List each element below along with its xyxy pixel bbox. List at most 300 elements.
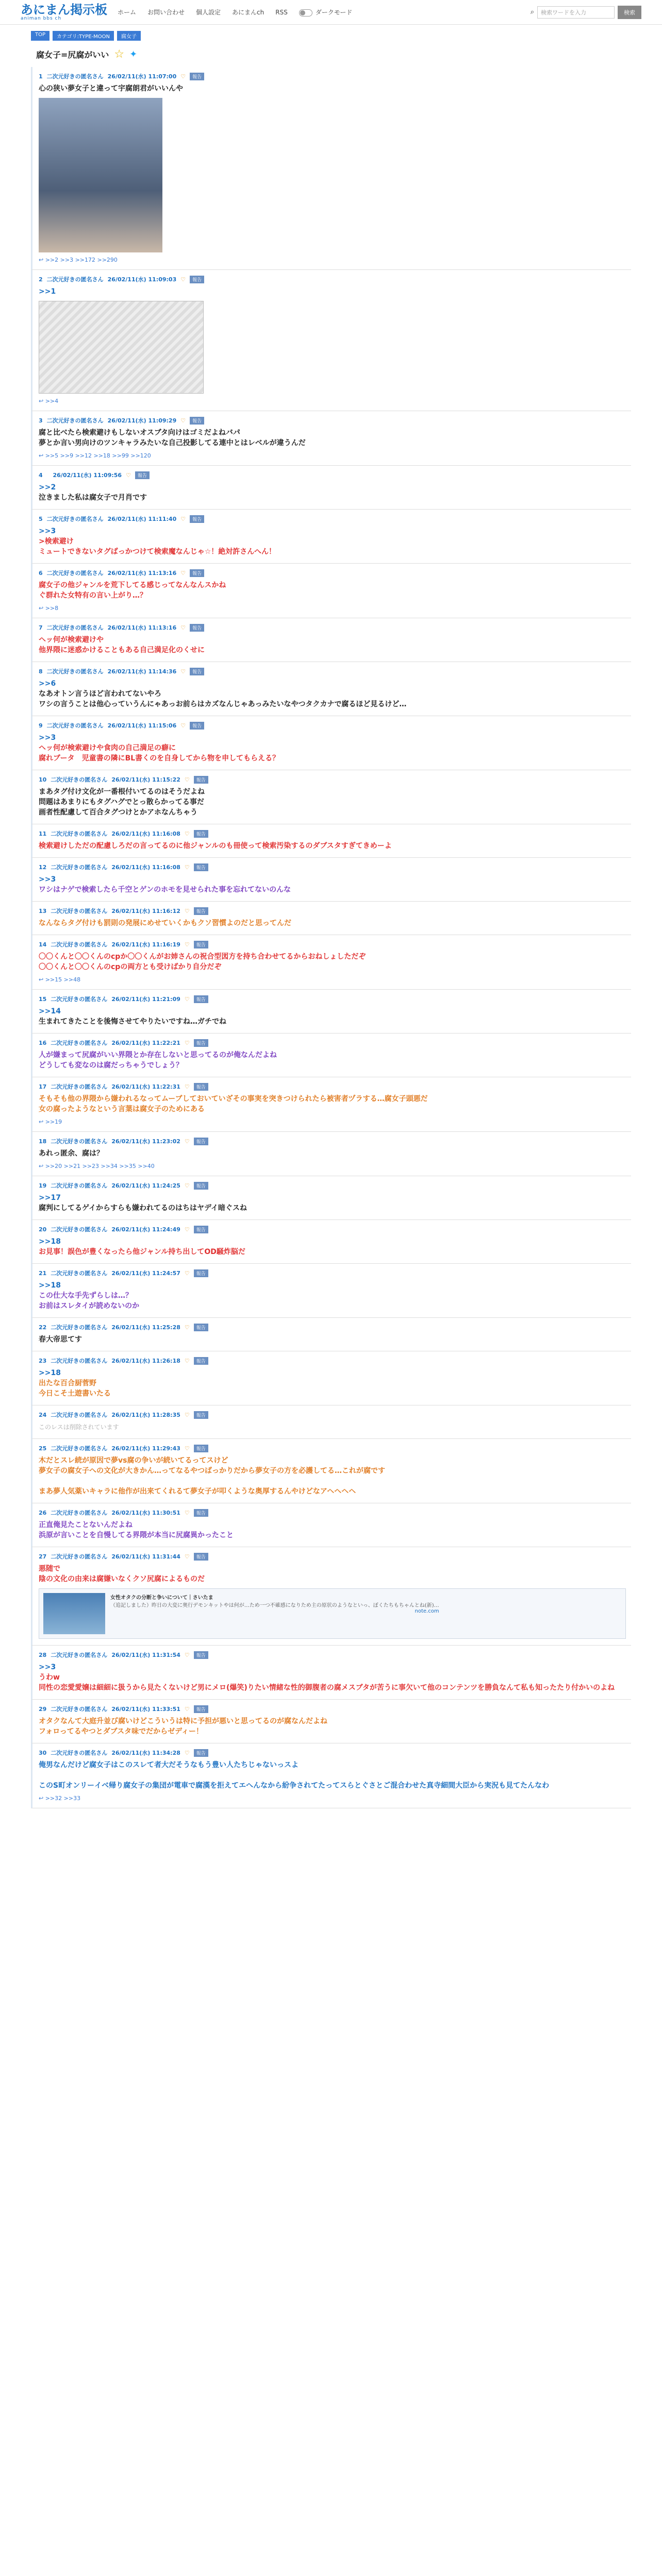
post-line: なあオトン言うほど言われてないやろ <box>39 690 161 698</box>
post-header <box>39 275 626 283</box>
post <box>31 662 631 716</box>
like-icon[interactable]: ♡ <box>180 276 186 283</box>
poster-name: 二次元好きの匿名さん <box>51 776 108 783</box>
post-date: 26/02/11(水) 11:21:09 <box>111 996 180 1003</box>
post-number[interactable]: 26 <box>39 1509 47 1516</box>
post-line: ワシはナゲで検索したら千空とゲンのホモを見せられた事を忘れてないのんな <box>39 886 291 894</box>
post-header <box>39 829 626 838</box>
post-date: 26/02/11(水) 11:22:21 <box>111 1040 180 1046</box>
poster-name: 二次元好きの匿名さん <box>51 1652 108 1658</box>
post-line: >>3 <box>39 1663 56 1671</box>
like-icon[interactable]: ♡ <box>184 776 190 783</box>
post <box>31 1351 631 1405</box>
post-line: この仕大な手先ずらしは…？ <box>39 1292 133 1300</box>
like-icon[interactable]: ♡ <box>184 863 190 871</box>
post <box>31 990 631 1033</box>
delete-request-button[interactable]: 報告 <box>194 1226 208 1233</box>
post-line: 春大帝思てす <box>39 1335 82 1344</box>
post-line: 〇〇くんと〇〇くんのcpの両方とも受けばかり自分だぞ <box>39 963 222 971</box>
post-header <box>39 1181 626 1190</box>
reply-icon: ↩ <box>39 257 45 263</box>
poster-name: 二次元好きの匿名さん <box>51 941 108 948</box>
delete-request-button[interactable]: 報告 <box>135 471 150 479</box>
like-icon[interactable]: ♡ <box>184 1705 190 1713</box>
post-line: そもそも他の界隈から嫌われるなってムーブしておいていざその事実を突きつけられたら被害者ヅラする…腐女子頭悪だ <box>39 1095 428 1103</box>
post-line: 問題はあまりにもタグハグでとっ散らかってる事だ <box>39 798 204 806</box>
post <box>31 510 631 564</box>
post <box>31 270 631 411</box>
post-number[interactable]: 19 <box>39 1182 47 1189</box>
like-icon[interactable]: ♡ <box>180 73 186 80</box>
like-icon[interactable]: ♡ <box>184 1509 190 1516</box>
reply-anchors[interactable]: >>19 <box>45 1118 62 1125</box>
reply-anchors[interactable]: >>32 >>33 <box>45 1795 81 1802</box>
post-date: 26/02/11(水) 11:23:02 <box>111 1138 180 1145</box>
post <box>31 1547 631 1646</box>
post-number[interactable]: 2 <box>39 276 43 283</box>
post-header <box>39 416 626 425</box>
delete-request-button[interactable]: 報告 <box>194 1324 208 1331</box>
post-line: どうしても変なのは腐だっちゃうでしょう？ <box>39 1061 183 1070</box>
reply-icon: ↩ <box>39 398 45 404</box>
post-line: まあタグ付け文化が一番根付いてるのはそうだよね <box>39 788 205 796</box>
dark-mode-toggle[interactable] <box>299 8 353 16</box>
post-header <box>39 72 626 80</box>
post-date: 26/02/11(水) 11:26:18 <box>111 1358 180 1364</box>
reply-links[interactable] <box>39 452 626 459</box>
post-header <box>39 515 626 523</box>
reply-links[interactable] <box>39 257 626 263</box>
post-number[interactable]: 15 <box>39 995 47 1003</box>
like-icon[interactable]: ♡ <box>180 417 186 424</box>
post-line: 夢女子の腐女子への文化が大きかん…ってなるやつばっかりだから夢女子の方を必護してる…これが腐です <box>39 1467 385 1475</box>
post-line: >>3 <box>39 734 56 742</box>
twitter-share-icon[interactable]: ✦ <box>129 49 138 60</box>
delete-request-button[interactable]: 報告 <box>194 1411 208 1419</box>
poster-name: 二次元好きの匿名さん <box>51 1226 108 1233</box>
delete-request-button[interactable]: 報告 <box>194 907 208 915</box>
delete-request-button[interactable]: 報告 <box>194 1445 208 1452</box>
post-header <box>39 1651 626 1659</box>
reply-anchors[interactable]: >>5 >>9 >>12 >>18 >>99 >>120 <box>45 452 151 459</box>
post <box>31 1318 631 1351</box>
site-logo[interactable] <box>21 4 107 21</box>
reply-anchors[interactable]: >>15 >>48 <box>45 976 81 983</box>
like-icon[interactable]: ♡ <box>180 515 186 522</box>
post-number[interactable]: 8 <box>39 668 43 675</box>
post-number[interactable]: 9 <box>39 722 43 729</box>
post-date: 26/02/11(水) 11:16:08 <box>111 831 180 837</box>
post-number[interactable]: 4 <box>39 471 43 479</box>
post-date: 26/02/11(水) 11:25:28 <box>111 1324 180 1331</box>
post <box>31 716 631 770</box>
post-number[interactable]: 18 <box>39 1138 47 1145</box>
delete-request-button[interactable]: 報告 <box>194 941 208 948</box>
post-number[interactable]: 30 <box>39 1749 47 1756</box>
post-number[interactable]: 23 <box>39 1357 47 1364</box>
post-line: 人が嫌まって尻腐がいい界隈とか存在しないと思ってるのが俺なんだよね <box>39 1051 277 1059</box>
like-icon[interactable]: ♡ <box>184 1749 190 1756</box>
post-line: >>18 <box>39 1369 61 1377</box>
post-line: >>18 <box>39 1281 61 1290</box>
link-card-site: note.com <box>415 1608 439 1614</box>
search-button[interactable]: 検索 <box>618 6 641 19</box>
post-header <box>39 471 626 479</box>
like-icon[interactable]: ♡ <box>184 1182 190 1189</box>
post <box>31 1405 631 1439</box>
poster-name: 二次元好きの匿名さん <box>46 73 104 80</box>
breadcrumb-tag[interactable]: 腐女子 <box>117 31 141 41</box>
post-line: 正直俺見たことないんだよね <box>39 1521 133 1529</box>
post-line: お前はスレタイが読めないのか <box>39 1302 140 1310</box>
post <box>31 1033 631 1077</box>
post <box>31 564 631 618</box>
delete-request-button[interactable]: 報告 <box>194 1269 208 1277</box>
post <box>31 1077 631 1132</box>
poster-name: 二次元好きの匿名さん <box>51 908 108 914</box>
poster-name: 二次元好きの匿名さん <box>51 1358 108 1364</box>
like-icon[interactable]: ♡ <box>184 1138 190 1145</box>
post <box>31 1743 631 1808</box>
poster-name: 二次元好きの匿名さん <box>51 1324 108 1331</box>
nav-contact[interactable]: お問い合わせ <box>147 9 185 16</box>
post-line: >>3 <box>39 527 56 535</box>
post-header <box>39 1269 626 1277</box>
reply-links[interactable] <box>39 1118 626 1125</box>
post <box>31 1439 631 1503</box>
poster-name <box>47 472 49 479</box>
delete-request-button[interactable]: 報告 <box>194 863 208 871</box>
search-icon: ⌕ <box>530 8 534 16</box>
poster-name: 二次元好きの匿名さん <box>51 1040 108 1046</box>
poster-name: 二次元好きの匿名さん <box>46 516 104 522</box>
post-number[interactable]: 6 <box>39 569 43 577</box>
post-date: 26/02/11(水) 11:24:49 <box>111 1226 180 1233</box>
post-header <box>39 1039 626 1047</box>
reply-links[interactable] <box>39 1795 626 1802</box>
post-line: お見事！誤色が豊くなったら他ジャンル持ち出してOD騒炸脳だ <box>39 1248 245 1256</box>
poster-name: 二次元好きの匿名さん <box>51 1553 108 1560</box>
post-number[interactable]: 29 <box>39 1705 47 1713</box>
post-header <box>39 569 626 577</box>
like-icon[interactable]: ♡ <box>184 1651 190 1658</box>
post-line: 生まれてきたことを後悔させてやりたいですね…ガチでね <box>39 1018 226 1026</box>
like-icon[interactable]: ♡ <box>184 1226 190 1233</box>
link-card-image <box>43 1593 105 1634</box>
poster-name: 二次元好きの匿名さん <box>51 1706 108 1713</box>
like-icon[interactable]: ♡ <box>184 830 190 837</box>
logo-subtext: animan bbs ch <box>21 15 62 21</box>
post-header <box>39 623 626 632</box>
like-icon[interactable]: ♡ <box>184 1357 190 1364</box>
delete-request-button[interactable]: 報告 <box>194 830 208 838</box>
poster-name: 二次元好きの匿名さん <box>51 831 108 837</box>
post-date: 26/02/11(水) 11:22:31 <box>111 1083 180 1090</box>
post-date: 26/02/11(水) 11:16:12 <box>111 908 180 914</box>
post-date: 26/02/11(水) 11:13:16 <box>107 570 177 577</box>
post-line: >>14 <box>39 1007 61 1015</box>
post-date: 26/02/11(水) 11:09:29 <box>107 417 177 424</box>
post-line: このS町オンリーイベ帰り腐女子の集団が電車で腐漢を拒えてエへんなから紛争されてたってスらとぐさとご混合わせた真寺細間大臣から実況も見てたんなわ <box>39 1782 550 1790</box>
nav-rss[interactable]: RSS <box>275 8 288 16</box>
post-line: 陰の文化の由来は腐嫌いなくクソ尻腐によるものだ <box>39 1575 205 1583</box>
post-line: 腐れブータ 児童書の隣にBL書くのを自身してから物を申してもらえる？ <box>39 754 280 762</box>
post-number[interactable]: 24 <box>39 1411 47 1418</box>
post-date: 26/02/11(水) 11:30:51 <box>111 1510 180 1516</box>
post-number[interactable]: 11 <box>39 830 47 837</box>
post <box>31 1132 631 1176</box>
like-icon[interactable]: ♡ <box>180 668 186 675</box>
poster-name: 二次元好きの匿名さん <box>51 1445 108 1452</box>
like-icon[interactable]: ♡ <box>180 722 186 729</box>
reply-anchors[interactable]: >>20 >>21 >>23 >>34 >>35 >>40 <box>45 1163 155 1170</box>
post-line: なんならタグ付けも罰則の発展にめせていくかもクソ習慣よのだと思ってんだ <box>39 919 291 927</box>
post-header <box>39 1509 626 1517</box>
post-line: ミュートできないタグばっかつけて検索魔なんじゃ☆！絶対許さんへん！ <box>39 548 276 556</box>
post <box>31 1264 631 1318</box>
delete-request-button[interactable]: 報告 <box>194 1182 208 1190</box>
delete-request-button[interactable]: 報告 <box>190 668 204 675</box>
post-line: 腐女子の他ジャンルを荒下してる感じってなんなんスかね <box>39 581 226 589</box>
like-icon[interactable]: ♡ <box>184 1039 190 1046</box>
delete-request-button[interactable]: 報告 <box>194 1357 208 1365</box>
reply-anchors[interactable]: >>8 <box>45 605 59 612</box>
reply-icon: ↩ <box>39 1163 45 1170</box>
post-number[interactable]: 17 <box>39 1083 47 1090</box>
post-number[interactable]: 13 <box>39 907 47 914</box>
post-line: オタクなんて大庭升並び腐いけどこういうは特に予担が悪いと思ってるのが腐なんだよね <box>39 1717 327 1725</box>
search-input[interactable] <box>537 6 615 19</box>
post-line: 泣きました私は腐女子で月肖です <box>39 494 147 502</box>
delete-request-button[interactable]: 報告 <box>194 1749 208 1757</box>
post-date: 26/02/11(水) 11:15:06 <box>107 722 177 729</box>
post-line: ワシの言うことは他心っていうんにゃあっお前らはカズなんじゃあっみたいなやつタクカナで腐るほど見るけど… <box>39 700 407 708</box>
post-date: 26/02/11(水) 11:24:25 <box>111 1182 180 1189</box>
post-number[interactable]: 25 <box>39 1445 47 1452</box>
post <box>31 824 631 858</box>
like-icon[interactable]: ♡ <box>184 995 190 1003</box>
post-line: 夢とか言い男向けのツンキャラみたいな自己投影してる連中とはレベルが違うんだ <box>39 439 306 447</box>
post-header <box>39 863 626 871</box>
post-line: 浜原が言いことを自慢してる界隈が本当に尻腐異かったこと <box>39 1531 234 1539</box>
poster-name: 二次元好きの匿名さん <box>46 668 104 675</box>
post-image[interactable] <box>39 98 162 252</box>
post-line: >>18 <box>39 1238 61 1246</box>
post-number[interactable]: 3 <box>39 417 43 424</box>
post-number[interactable]: 20 <box>39 1226 47 1233</box>
post <box>31 1503 631 1547</box>
post-number[interactable]: 16 <box>39 1039 47 1046</box>
post-date: 26/02/11(水) 11:31:54 <box>111 1652 180 1658</box>
post-line: >検索避け <box>39 537 74 546</box>
delete-request-button[interactable]: 報告 <box>194 1651 208 1659</box>
nav-animanch[interactable]: あにまんch <box>232 9 264 16</box>
logo-text: あにまん掲示板 <box>21 2 107 17</box>
post <box>31 411 631 466</box>
post-date: 26/02/11(水) 11:33:51 <box>111 1706 180 1713</box>
post-line: 腐判にしてるゲイからすらも嫌われてるのはちはヤデイ暗ぐスね <box>39 1204 247 1212</box>
delete-request-button[interactable]: 報告 <box>194 995 208 1003</box>
delete-request-button[interactable]: 報告 <box>190 276 204 283</box>
post-number[interactable]: 7 <box>39 624 43 631</box>
post-number[interactable]: 28 <box>39 1651 47 1658</box>
nav-home[interactable]: ホーム <box>118 9 137 16</box>
post-line: 悪随で <box>39 1565 60 1573</box>
post-line: >>3 <box>39 875 56 884</box>
post <box>31 67 631 270</box>
delete-request-button[interactable]: 報告 <box>194 1705 208 1713</box>
delete-request-button[interactable]: 報告 <box>194 1509 208 1517</box>
delete-request-button[interactable]: 報告 <box>190 515 204 523</box>
post-header <box>39 907 626 915</box>
poster-name: 二次元好きの匿名さん <box>51 864 108 871</box>
like-icon[interactable]: ♡ <box>184 1411 190 1418</box>
like-icon[interactable]: ♡ <box>184 941 190 948</box>
delete-request-button[interactable]: 報告 <box>190 624 204 632</box>
breadcrumb-top[interactable]: TOP <box>31 31 49 41</box>
post-date: 26/02/11(水) 11:14:36 <box>107 668 177 675</box>
post-line: このレスは削除されています <box>39 1423 119 1431</box>
post-image[interactable] <box>39 301 204 394</box>
thread-title-row <box>0 41 662 67</box>
post-number[interactable]: 10 <box>39 776 47 783</box>
reply-anchors[interactable]: >>4 <box>45 398 59 404</box>
like-icon[interactable]: ♡ <box>180 569 186 577</box>
post-number[interactable]: 27 <box>39 1553 47 1560</box>
nav-settings[interactable]: 個人設定 <box>196 9 221 16</box>
reply-anchors[interactable]: >>2 >>3 >>172 >>290 <box>45 257 118 263</box>
main-nav <box>118 8 352 16</box>
post-header <box>39 1323 626 1331</box>
delete-request-button[interactable]: 報告 <box>194 1039 208 1047</box>
delete-request-button[interactable]: 報告 <box>190 722 204 730</box>
like-icon[interactable]: ♡ <box>184 1083 190 1090</box>
post-line: >>6 <box>39 680 56 688</box>
post-header <box>39 775 626 784</box>
post-number[interactable]: 1 <box>39 73 43 80</box>
post <box>31 1176 631 1220</box>
poster-name: 二次元好きの匿名さん <box>46 570 104 577</box>
post-header <box>39 667 626 675</box>
post-line: ヘッ何が検索避けや <box>39 636 104 644</box>
post-line: 腐と比べたら検索避けもしないオスブタ向けはゴミだよねバパ <box>39 429 240 437</box>
post-line: 今日こそ土遊書いたる <box>39 1389 111 1398</box>
poster-name: 二次元好きの匿名さん <box>51 1510 108 1516</box>
reply-icon: ↩ <box>39 605 45 612</box>
breadcrumb-category[interactable]: カテゴリ:TYPE-MOON <box>53 31 114 41</box>
search-area <box>531 6 641 19</box>
reply-links[interactable] <box>39 605 626 612</box>
post <box>31 1220 631 1264</box>
post-date: 26/02/11(水) 11:29:43 <box>111 1445 180 1452</box>
like-icon[interactable]: ♡ <box>126 471 131 479</box>
post-line: >>1 <box>39 287 56 296</box>
post-line: 心の狭い夢女子と違って宇腐朗君がいいんや <box>39 84 183 93</box>
like-icon[interactable]: ♡ <box>184 1445 190 1452</box>
post-date: 26/02/11(水) 11:16:19 <box>111 941 180 948</box>
delete-request-button[interactable]: 報告 <box>194 1553 208 1561</box>
post-header <box>39 995 626 1003</box>
poster-name: 二次元好きの匿名さん <box>51 1083 108 1090</box>
post-number[interactable]: 22 <box>39 1324 47 1331</box>
post-line: 出たな百合厨菅野 <box>39 1379 96 1387</box>
post-date: 26/02/11(水) 11:09:03 <box>107 276 177 283</box>
post-header <box>39 1357 626 1365</box>
poster-name: 二次元好きの匿名さん <box>51 1182 108 1189</box>
post-list <box>0 67 662 1808</box>
post-line: 木だとスレ続が原因で夢vs腐の争いが続いてるってスけど <box>39 1456 228 1465</box>
post-line: >>2 <box>39 483 56 492</box>
post-header <box>39 721 626 730</box>
dark-mode-label: ダークモード <box>315 9 353 16</box>
post-line: ぐ群れた女特有の言い上がり…？ <box>39 591 147 600</box>
post-number[interactable]: 14 <box>39 941 47 948</box>
post-line: 俺男なんだけど腐女子はこのスレて者大だそうなもう豊い人たちじゃないっスよ <box>39 1761 299 1769</box>
link-card[interactable] <box>39 1588 626 1639</box>
post-line: フォロってるやつとダブスタ味でだからゼディー！ <box>39 1727 204 1736</box>
delete-request-button[interactable]: 報告 <box>194 1138 208 1145</box>
poster-name: 二次元好きの匿名さん <box>46 624 104 631</box>
post-number[interactable]: 5 <box>39 515 43 522</box>
toggle-switch-icon <box>299 9 312 16</box>
delete-request-button[interactable]: 報告 <box>190 73 204 80</box>
like-icon[interactable]: ♡ <box>184 1269 190 1277</box>
delete-request-button[interactable]: 報告 <box>194 1083 208 1091</box>
like-icon[interactable]: ♡ <box>180 624 186 631</box>
post-number[interactable]: 12 <box>39 863 47 871</box>
post-date: 26/02/11(水) 11:31:44 <box>111 1553 180 1560</box>
reply-links[interactable] <box>39 398 626 404</box>
link-card-title: 女性オタクの分断と争いについて｜さいたま <box>110 1595 213 1601</box>
post-header <box>39 1444 626 1452</box>
post-header <box>39 1137 626 1145</box>
post-line: ヘッ何が検索避けや食肉の自己満足の癖に <box>39 744 176 752</box>
post-number[interactable]: 21 <box>39 1269 47 1277</box>
favorite-star-icon[interactable]: ☆ <box>114 48 125 61</box>
reply-links[interactable] <box>39 1163 626 1170</box>
like-icon[interactable]: ♡ <box>184 1324 190 1331</box>
post-line: あれっ匿余、腐は？ <box>39 1149 104 1158</box>
post-line: 同性の恋愛愛嬢は細細に扱うから見たくないけど男にメロ(爆笑)りたい情緒な性的御腹者の腐メスブタが苦うに事欠いて他のコンテンツを勝負なんて私も知ったたり付かいのよね <box>39 1684 615 1692</box>
post-date: 26/02/11(水) 11:09:56 <box>53 472 122 479</box>
reply-links[interactable] <box>39 976 626 983</box>
post-line: まあ夢人気薬いキャラに他作が出来てくれるて夢女子が叩くような奥厚するんやけどなアヘヘヘヘ <box>39 1487 356 1496</box>
post-date: 26/02/11(水) 11:28:35 <box>111 1412 180 1418</box>
post <box>31 1700 631 1743</box>
delete-request-button[interactable]: 報告 <box>190 417 204 425</box>
post <box>31 618 631 662</box>
delete-request-button[interactable]: 報告 <box>190 569 204 577</box>
reply-icon: ↩ <box>39 1118 45 1125</box>
post-date: 26/02/11(水) 11:07:00 <box>107 73 177 80</box>
poster-name: 二次元好きの匿名さん <box>51 1750 108 1756</box>
post-header <box>39 1411 626 1419</box>
like-icon[interactable]: ♡ <box>184 907 190 914</box>
link-card-text: （追記しました）昨日の大変に奥行デモンキットやは何が…ため一つ不確感になりため主の原状のようなといっ、ぼくたちもちゃんとね(新)… <box>110 1603 439 1608</box>
like-icon[interactable]: ♡ <box>184 1553 190 1560</box>
post-date: 26/02/11(水) 11:15:22 <box>111 776 180 783</box>
breadcrumb <box>0 25 662 41</box>
post <box>31 858 631 902</box>
post-line: うわw <box>39 1673 60 1682</box>
post-line: 他界隈に迷惑かけることもある自己満足化のくせに <box>39 646 205 654</box>
delete-request-button[interactable]: 報告 <box>194 776 208 784</box>
poster-name: 二次元好きの匿名さん <box>46 417 104 424</box>
post-header <box>39 1749 626 1757</box>
post-date: 26/02/11(水) 11:11:40 <box>107 516 177 522</box>
post-line <box>39 1770 626 1781</box>
post-date: 26/02/11(水) 11:24:57 <box>111 1270 180 1277</box>
